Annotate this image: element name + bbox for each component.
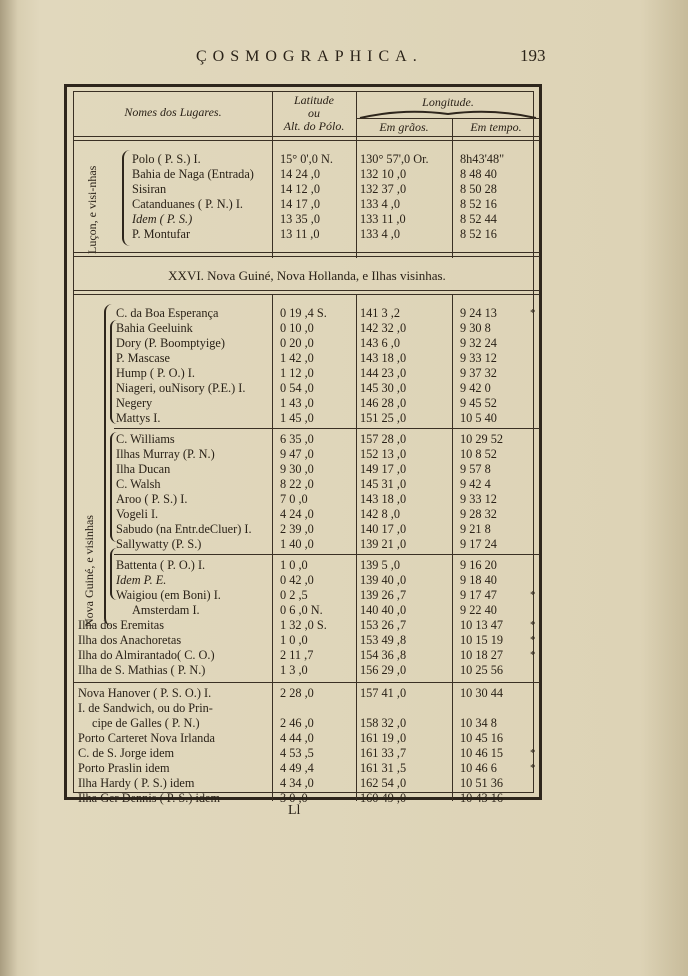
table-row: Ilha dos Eremitas 1 32 ,0 S. 153 26 ,7 10 13 47 * bbox=[78, 618, 536, 632]
table-row: Sallywatty (P. S.) 1 40 ,0 139 21 ,0 9 17 24 bbox=[116, 537, 497, 551]
table-row: Aroo ( P. S.) I. 7 0 ,0 143 18 ,0 9 33 12 bbox=[116, 492, 497, 506]
table-row: Ilha do Almirantado( C. O.) 2 11 ,7 154 36 ,8 10 18 27 * bbox=[78, 648, 536, 662]
table-row: Ilha Ger Dennis ( P. S.) idem 3 0 ,0 160 49 ,0 10 43 16 bbox=[78, 791, 504, 805]
table-frame bbox=[64, 84, 542, 805]
table-row: I. de Sandwich, ou do Prin- bbox=[78, 701, 213, 715]
subgroup-rule bbox=[114, 428, 540, 429]
table-row: Ilhas Murray (P. N.) 9 47 ,0 152 13 ,0 10 8 52 bbox=[116, 447, 497, 461]
table-row: Porto Praslin idem 4 49 ,4 161 31 ,5 10 46 6 * bbox=[78, 761, 536, 775]
group-rule bbox=[74, 682, 540, 683]
table-row: Ilha Ducan 9 30 ,0 149 17 ,0 9 57 8 bbox=[116, 462, 491, 476]
table-row: Bahia de Naga (Entrada) 14 24 ,0 132 10 ,0 8 48 40 bbox=[132, 167, 497, 181]
table-row: Polo ( P. S.) I. 15° 0',0 N. 130° 57',0 Or. 8h43'48" bbox=[132, 152, 505, 166]
table-row: Negery 1 43 ,0 146 28 ,0 9 45 52 bbox=[116, 396, 497, 410]
table-row: Niageri, ouNisory (P.E.) I. 0 54 ,0 145 30 ,0 9 42 0 bbox=[116, 381, 491, 395]
table-row: P. Mascase 1 42 ,0 143 18 ,0 9 33 12 bbox=[116, 351, 497, 365]
table-row: Sabudo (na Entr.deCluer) I. 2 39 ,0 140 17 ,0 9 21 8 bbox=[116, 522, 491, 536]
table-row: Sisiran 14 12 ,0 132 37 ,0 8 50 28 bbox=[132, 182, 497, 196]
page-number: 193 bbox=[520, 46, 546, 65]
header-latitude: Latitude bbox=[293, 93, 334, 107]
header-em-tempo: Em tempo. bbox=[470, 120, 522, 134]
table-row: Ilha dos Anachoretas 1 0 ,0 153 49 ,8 10 15 19 * bbox=[78, 633, 536, 647]
table-row: Mattys I. 1 45 ,0 151 25 ,0 10 5 40 bbox=[116, 411, 497, 425]
coordinates-table bbox=[73, 91, 536, 805]
signature-mark: Ll bbox=[288, 803, 301, 818]
table-row: Battenta ( P. O.) I. 1 0 ,0 139 5 ,0 9 16 20 bbox=[116, 558, 497, 572]
table-row: Hump ( P. O.) I. 1 12 ,0 144 23 ,0 9 37 32 bbox=[116, 366, 497, 380]
table-row: Idem P. E. 0 42 ,0 139 40 ,0 9 18 40 bbox=[116, 573, 497, 587]
table-row: C. da Boa Esperança 0 19 ,4 S. 141 3 ,2 9 24 13 * bbox=[116, 306, 536, 320]
header-ou: ou bbox=[308, 106, 320, 120]
group1-label: Luçon, e visi-nhas bbox=[85, 165, 99, 254]
header-rule bbox=[74, 136, 540, 141]
header-longitude: Longitude. bbox=[422, 95, 474, 109]
subgroup-rule bbox=[114, 554, 540, 555]
section-rule bbox=[74, 290, 540, 295]
table-row: Idem ( P. S.) 13 35 ,0 133 11 ,0 8 52 44 bbox=[132, 212, 497, 226]
table-row: Vogeli I. 4 24 ,0 142 8 ,0 9 28 32 bbox=[116, 507, 497, 521]
table-row: Amsterdam I. 0 6 ,0 N. 140 40 ,0 9 22 40 bbox=[132, 603, 497, 617]
table-row: Waigiou (em Boni) I. 0 2 ,5 139 26 ,7 9 17 47 * bbox=[116, 588, 536, 602]
table-row: Nova Hanover ( P. S. O.) I. 2 28 ,0 157 41 ,0 10 30 44 bbox=[78, 686, 504, 700]
table-row: Ilha de S. Mathias ( P. N.) 1 3 ,0 156 29 ,0 10 25 56 bbox=[78, 663, 504, 677]
table-row: C. de S. Jorge idem 4 53 ,5 161 33 ,7 10 46 15 * bbox=[78, 746, 536, 760]
rule bbox=[356, 118, 540, 119]
section-rule bbox=[74, 252, 540, 257]
table-row: Porto Carteret Nova Irlanda 4 44 ,0 161 19 ,0 10 45 16 bbox=[78, 731, 504, 745]
header-names: Nomes dos Lugares. bbox=[124, 105, 222, 119]
table-row: Ilha Hardy ( P. S.) idem 4 34 ,0 162 54 ,0 10 51 36 bbox=[78, 776, 504, 790]
table-row: Dory (P. Boomptyige) 0 20 ,0 143 6 ,0 9 32 24 bbox=[116, 336, 497, 350]
running-head bbox=[0, 46, 688, 70]
running-title: ÇOSMOGRAPHICA. bbox=[196, 48, 423, 65]
header-alt: Alt. do Pólo. bbox=[283, 119, 345, 133]
table-row: C. Walsh 8 22 ,0 145 31 ,0 9 42 4 bbox=[116, 477, 491, 491]
header-em-graos: Em grãos. bbox=[379, 120, 429, 134]
table-row: Bahia Geeluink 0 10 ,0 142 32 ,0 9 30 8 bbox=[116, 321, 491, 335]
table-row: cipe de Galles ( P. N.) 2 46 ,0 158 32 ,0 10 34 8 bbox=[92, 716, 497, 730]
section-title: XXVI. Nova Guiné, Nova Hollanda, e Ilhas visinhas. bbox=[168, 268, 446, 283]
table-row: C. Williams 6 35 ,0 157 28 ,0 10 29 52 bbox=[116, 432, 504, 446]
table-row: P. Montufar 13 11 ,0 133 4 ,0 8 52 16 bbox=[132, 227, 497, 241]
table-row: Catanduanes ( P. N.) I. 14 17 ,0 133 4 ,0 8 52 16 bbox=[132, 197, 497, 211]
group2-label: Nova Guiné, e visinhas bbox=[82, 515, 96, 627]
